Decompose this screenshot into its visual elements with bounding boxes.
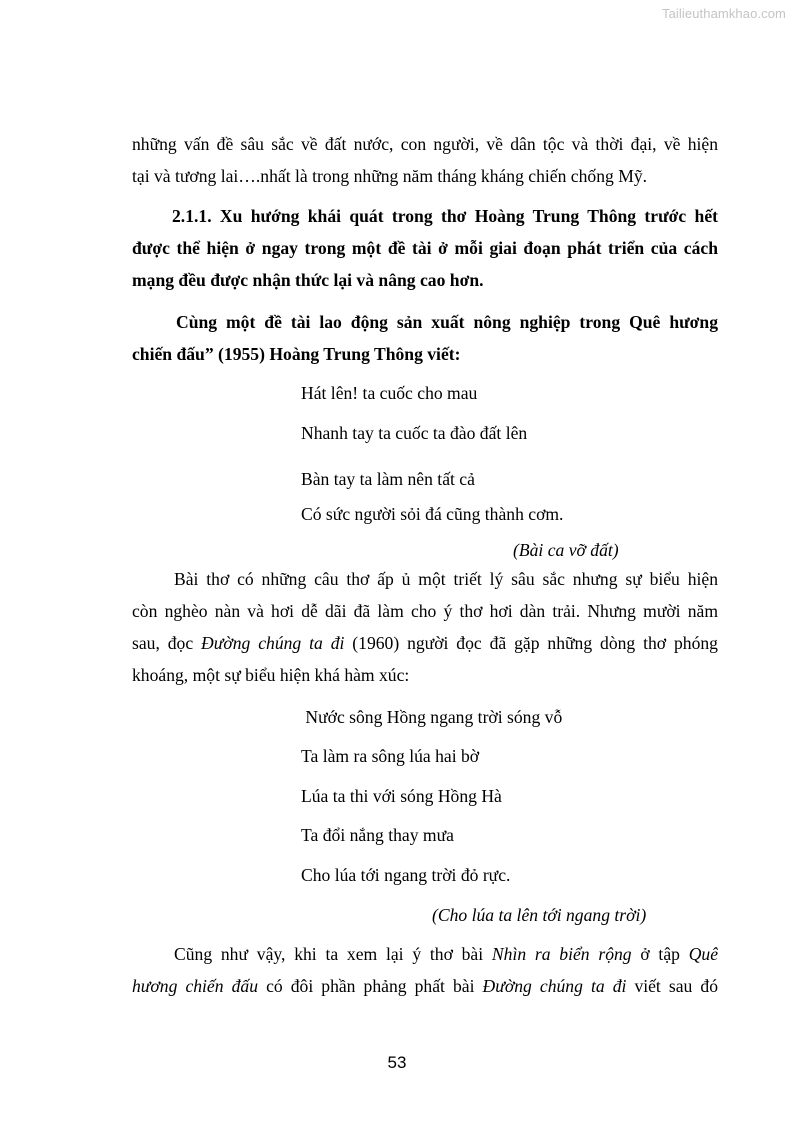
text: ở tập	[631, 944, 689, 964]
section-heading-line: mạng đều được nhận thức lại và nâng cao hơn.	[132, 270, 484, 290]
poem-title: Nhìn ra biển rộng	[491, 944, 632, 964]
paragraph-line	[132, 632, 718, 654]
bold-paragraph-line: Cùng một đề tài lao động sản xuất nông nghiệp trong Quê hương	[176, 312, 718, 332]
poem-line: Hát lên! ta cuốc cho mau	[301, 383, 478, 403]
section-heading-line: 2.1.1. Xu hướng khái quát trong thơ Hoàng Trung Thông trước hết	[172, 206, 718, 226]
paragraph-line: còn nghèo nàn và hơi dễ dãi đã làm cho ý thơ hơi dàn trải. Nhưng mười năm	[132, 601, 718, 621]
watermark: Tailieuthamkhao.com	[661, 6, 786, 21]
poem-source: (Bài ca vỡ đất)	[513, 540, 619, 560]
collection-title: hương chiến đấu	[132, 976, 258, 996]
text: sau, đọc	[132, 633, 202, 653]
poem-line: Lúa ta thi với sóng Hồng Hà	[301, 786, 502, 806]
bold-paragraph-line: chiến đấu” (1955) Hoàng Trung Thông viết:	[132, 344, 461, 364]
section-heading-line: được thể hiện ở ngay trong một đề tài ở mỗi giai đoạn phát triển của cách	[132, 238, 718, 258]
page-number: 53	[387, 1053, 407, 1072]
poem-title: Đường chúng ta đi	[201, 633, 345, 653]
text: Cũng như vậy, khi ta xem lại ý thơ bài	[174, 944, 492, 964]
poem-line: Có sức người sỏi đá cũng thành cơm.	[301, 504, 564, 524]
poem-line: Ta đổi nắng thay mưa	[301, 825, 454, 845]
text: viết sau đó	[626, 976, 718, 996]
paragraph-line: Bài thơ có những câu thơ ấp ủ một triết lý sâu sắc nhưng sự biểu hiện	[174, 569, 718, 589]
poem-line: Nước sông Hồng ngang trời sóng vỗ	[301, 707, 563, 727]
poem-line: Cho lúa tới ngang trời đỏ rực.	[301, 865, 511, 885]
paragraph-line	[174, 943, 718, 965]
paragraph-line	[132, 975, 718, 997]
text: có đôi phần phảng phất bài	[258, 976, 483, 996]
poem-source: (Cho lúa ta lên tới ngang trời)	[432, 905, 647, 925]
poem-line: Bàn tay ta làm nên tất cả	[301, 469, 475, 489]
poem-line: Nhanh tay ta cuốc ta đào đất lên	[301, 423, 528, 443]
poem-line: Ta làm ra sông lúa hai bờ	[301, 746, 480, 766]
poem-title: Đường chúng ta đi	[482, 976, 627, 996]
collection-title: Quê	[688, 944, 718, 964]
paragraph-line: khoáng, một sự biểu hiện khá hàm xúc:	[132, 665, 410, 685]
paragraph-line: tại và tương lai….nhất là trong những năm tháng kháng chiến chống Mỹ.	[132, 166, 648, 186]
text: (1960) người đọc đã gặp những dòng thơ phóng	[344, 633, 718, 653]
paragraph-line: những vấn đề sâu sắc về đất nước, con người, về dân tộc và thời đại, về hiện	[132, 134, 718, 154]
